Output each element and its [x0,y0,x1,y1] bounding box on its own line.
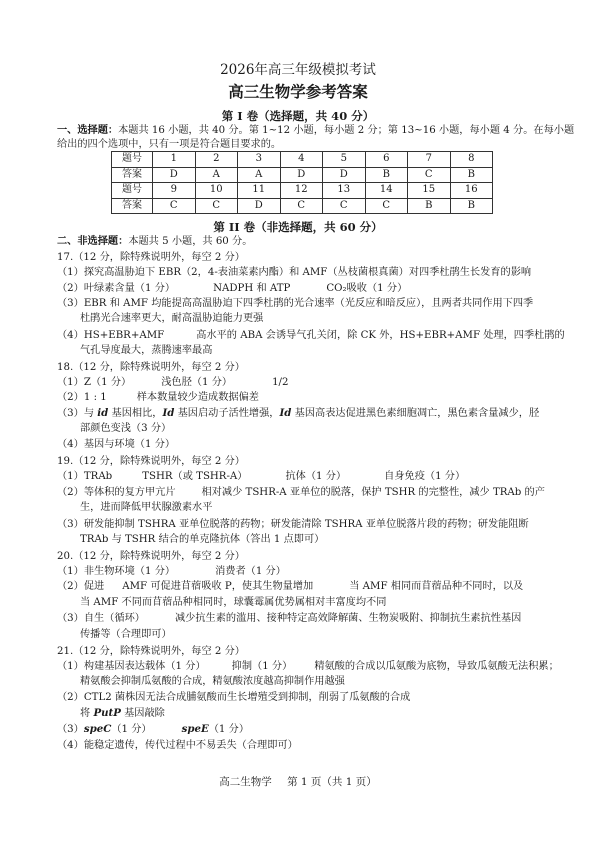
table-cell: 2 [195,152,238,168]
table-cell: 7 [408,152,451,168]
answer-text: （2）等体积的复方甲亢片 [57,487,176,498]
section1-instr-line1: 本题共 16 小题，共 40 分。第 1~12 小题，每小题 2 分；第 13~16 小题，每小题 4 分。在每小题 [118,125,575,136]
table-row [112,152,493,168]
table-cell: 10 [195,183,238,199]
q21-answer-3 [57,723,249,736]
part2-title: 第 II 卷（非选择题，共 60 分） [213,220,383,234]
answer-text: 自身免疫（1 分） [384,471,466,482]
q17-heading: 17.（12 分，除特殊说明外，每空 2 分） [57,252,245,263]
q18-answer-3 [57,407,539,420]
answer-text: （1）非生物环境（1 分） [57,566,176,577]
table-cell: 5 [323,152,366,168]
q20-answer-2-cont: 当 AMF 不同而苜蓿品种相同时，球囊霉属优势属相对丰富度均不同 [80,597,387,608]
gene-name: speC [83,723,112,735]
table-cell: 9 [153,183,196,199]
q18-heading: 18.（12 分，除特殊说明外，每空 2 分） [57,362,245,373]
q21-answer-2-cont [80,707,165,720]
section2-label: 二、非选择题： [57,235,129,247]
table-cell: 1 [153,152,196,168]
q17-answer-4 [57,329,565,342]
part1-title: 第 I 卷（选择题，共 40 分） [221,109,375,123]
page-footer [0,774,596,789]
gene-name: PutP [93,707,121,719]
table-row [112,167,493,183]
section1-label: 一、选择题： [57,124,119,136]
section1-instructions [57,124,574,137]
answer-text: （2）叶绿素含量（1 分） [57,283,176,294]
table-cell: 16 [450,183,493,199]
answer-text: （1 分） [111,724,152,735]
table-cell: D [153,167,196,183]
answer-text: 高水平的 ABA 会诱导气孔关闭，除 CK 外，HS+EBR+AMF 处理，四季杜鹃的 [196,330,565,341]
answer-text: （2）促进 [57,581,105,592]
table-cell: 15 [408,183,451,199]
answer-text: 当 AMF 相同而苜蓿品种不同时，以及 [349,581,524,592]
table-cell: 13 [323,183,366,199]
answer-text: 抑制（1 分） [231,661,293,672]
gene-name: speE [181,723,209,735]
q21-answer-1 [57,660,559,673]
q20-answer-3 [57,612,521,625]
gene-name: Id [279,407,292,419]
answer-text: （4）HS+EBR+AMF [57,330,165,341]
table-header-cell: 答案 [112,198,153,214]
table-cell: 11 [238,183,281,199]
answer-text: （1 分） [208,724,250,735]
answer-text: 基因启动子活性增强， [174,408,280,419]
table-cell: 14 [365,183,408,199]
table-cell: 3 [238,152,281,168]
answer-text: （3）自生（循环） [57,613,145,624]
q18-answer-2 [57,391,259,404]
table-cell: C [408,167,451,183]
gene-name: Id [162,407,175,419]
table-cell: D [238,198,281,214]
q17-answer-3-cont: 杜鹃光合速率更大，耐高温胁迫能力更强 [80,313,264,324]
table-cell: C [365,198,408,214]
answer-text: CO₂吸收（1 分） [326,283,408,294]
answer-text: 浅色胫（1 分） [161,377,233,388]
q19-answer-2-cont: 生，进而降低甲状腺激素水平 [80,502,213,513]
q19-answer-3: （3）研发能抑制 TSHRA 亚单位脱落的药物；研发能清除 TSHRA 亚单位脱落片段的药物；研发能阻断 [57,519,529,530]
q17-answer-3: （3）EBR 和 AMF 均能提高高温胁迫下四季杜鹃的光合速率（光反应和暗反应），且两者共同作用下四季 [57,298,534,309]
table-cell: C [280,198,323,214]
table-header-cell: 题号 [112,152,153,168]
q18-answer-4: （4）基因与环境（1 分） [57,439,176,450]
table-cell: D [323,167,366,183]
table-cell: C [195,198,238,214]
footer-page-number: 第 1 页（共 1 页） [287,776,377,788]
answer-text: 基因高表达促进黑色素细胞凋亡，黑色素含量减少，胫 [291,408,540,419]
table-cell: B [365,167,408,183]
table-row [112,198,493,214]
table-cell: D [280,167,323,183]
section2-instr: 本题共 5 小题，共 60 分。 [128,236,253,247]
section1-instr-line2: 给出的四个选项中，只有一项是符合题目要求的。 [57,139,282,150]
answer-text: NADPH 和 ATP [213,283,291,294]
q20-heading: 20.（12 分，除特殊说明外，每空 2 分） [57,551,245,562]
q20-answer-2 [57,580,523,593]
q19-answer-3-cont: TRAb 与 TSHR 结合的单克隆抗体（答出 1 点即可） [80,534,325,545]
table-cell: B [408,198,451,214]
table-cell: B [450,167,493,183]
q18-answer-3-cont: 部颜色变浅（3 分） [80,423,172,434]
table-header-cell: 答案 [112,167,153,183]
q18-answer-1 [57,376,288,389]
answer-text: 基因相比， [108,408,163,419]
answer-text: （1）TRAb [57,471,113,482]
exam-title: 2026年高三年级模拟考试 [220,62,376,78]
answer-text: （1）构建基因表达载体（1 分） [57,661,206,672]
document-title: 高三生物学参考答案 [228,82,368,101]
answer-text: （3）与 [57,408,98,419]
answer-text: 基因敲除 [120,708,165,719]
q19-answer-2 [57,486,545,499]
answer-text: AMF 可促进苜蓿吸收 P，使其生物量增加 [122,581,314,592]
table-cell: A [238,167,281,183]
answer-text: （3） [57,724,84,735]
answer-text: TSHR（或 TSHR-A） [142,471,248,482]
answer-text: 1/2 [272,377,289,388]
table-cell: 6 [365,152,408,168]
table-cell: A [195,167,238,183]
q17-answer-4-cont: 气孔导度最大，蒸腾速率最高 [80,345,213,356]
answer-table [111,151,493,214]
table-row [112,183,493,199]
q21-answer-4: （4）能稳定遗传，传代过程中不易丢失（合理即可） [57,740,298,751]
answer-text: 将 [80,708,94,719]
gene-name: id [97,407,109,419]
section2-instructions [57,235,252,248]
q17-answer-1: （1）探究高温胁迫下 EBR（2，4-表油菜素内酯）和 AMF（丛枝菌根真菌）对四季杜鹃生长发育的影响 [57,267,532,278]
answer-text: 抗体（1 分） [285,471,347,482]
answer-text: 减少抗生素的滥用、接种特定高效降解菌、生物炭吸附、抑制抗生素抗性基因 [174,613,522,624]
table-cell: C [323,198,366,214]
q21-heading: 21.（12 分，除特殊说明外，每空 2 分） [57,646,245,657]
q17-answer-2 [57,282,407,295]
answer-text: 消费者（1 分） [215,566,286,577]
answer-text: 样本数量较少造成数据偏差 [136,392,259,403]
q20-answer-3-cont: 传播等（合理即可） [80,629,172,640]
q21-answer-1-cont: 精氨酸会抑制瓜氨酸的合成，精氨酸浓度越高抑制作用越强 [80,676,345,687]
q19-answer-1 [57,470,465,483]
q19-heading: 19.（12 分，除特殊说明外，每空 2 分） [57,456,245,467]
answer-text: 精氨酸的合成以瓜氨酸为底物，导致瓜氨酸无法积累； [314,661,559,672]
answer-text: 相对减少 TSHR-A 亚单位的脱落，保护 TSHR 的完整性，减少 TRAb 的产 [201,487,545,498]
table-cell: B [450,198,493,214]
footer-subject: 高二生物学 [219,776,272,788]
answer-text: （1）Z（1 分） [57,377,132,388]
table-cell: C [153,198,196,214]
answer-text: （2）1 : 1 [57,392,107,403]
table-cell: 4 [280,152,323,168]
table-header-cell: 题号 [112,183,153,199]
q21-answer-2: （2）CTL2 菌株因无法合成脯氨酸而生长增殖受到抑制，削弱了瓜氨酸的合成 [57,692,411,703]
table-cell: 12 [280,183,323,199]
q20-answer-1 [57,565,286,578]
table-cell: 8 [450,152,493,168]
